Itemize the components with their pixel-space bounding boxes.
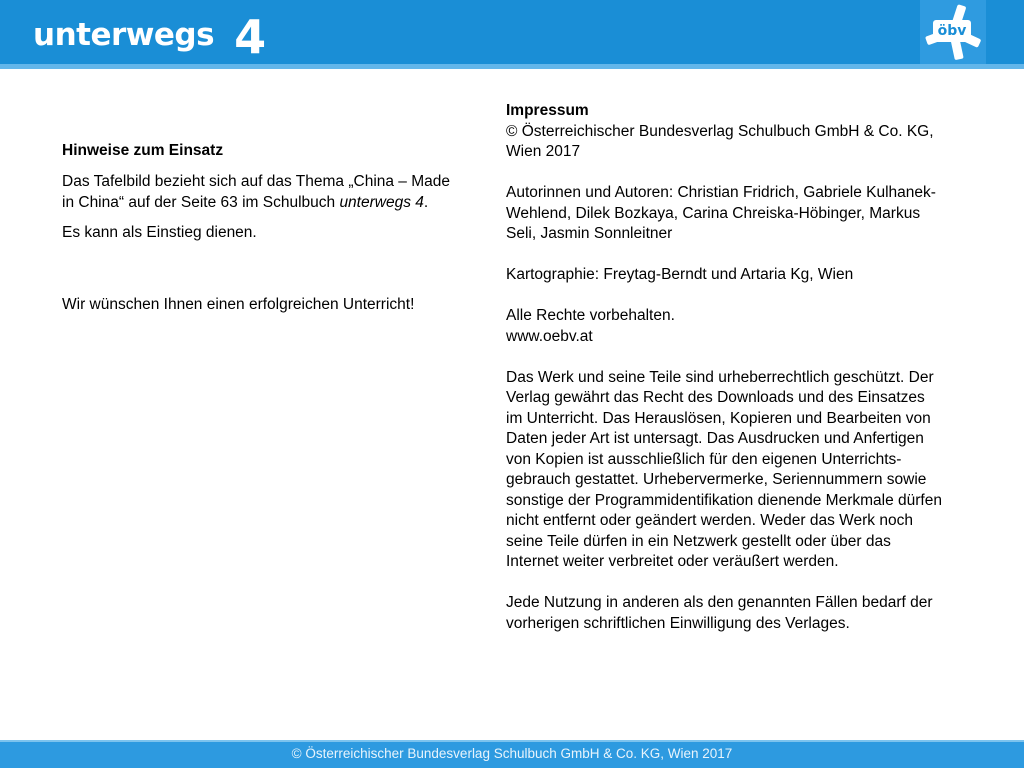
publisher-logo: [920, 0, 986, 64]
legal-line: im Unterricht. Das Herauslösen, Kopieren und Bearbeiten von: [506, 409, 931, 427]
usage-notes-paragraph: [62, 171, 462, 213]
authors-line: Wehlend, Dilek Bozkaya, Carina Chreiska-Höbinger, Markus: [506, 204, 921, 222]
usage-notes: [62, 140, 462, 324]
footer-bar: [0, 742, 1024, 768]
legal-line: Internet weiter verbreitet oder veräußert werden.: [506, 553, 839, 570]
closing-wish: Wir wünschen Ihnen einen erfolgreichen Unterricht!: [62, 296, 415, 313]
copyright-line: © Österreichischer Bundesverlag Schulbuch GmbH & Co. KG,: [506, 122, 934, 140]
legal-line: Daten jeder Art ist untersagt. Das Ausdrucken und Anfertigen: [506, 430, 924, 447]
legal-line: von Kopien ist ausschließlich für den eigenen Unterrichts-: [506, 450, 902, 468]
usage-notes-intro: Es kann als Einstieg dienen.: [62, 224, 257, 241]
footer-copyright: © Österreichischer Bundesverlag Schulbuch GmbH & Co. KG, Wien 2017: [291, 746, 733, 761]
authors-line: Seli, Jasmin Sonnleitner: [506, 225, 673, 242]
brand-name: unterwegs: [33, 17, 215, 53]
brand-number: 4: [234, 10, 267, 64]
book-title: unterwegs 4: [339, 194, 424, 211]
legal-block: [506, 368, 992, 573]
copyright-line: Wien 2017: [506, 143, 581, 160]
header-divider: [0, 64, 1024, 69]
impressum: [506, 101, 992, 655]
header-bar: [0, 0, 1024, 64]
impressum-title: Impressum: [506, 102, 589, 119]
legal-line: nicht entfernt oder geändert werden. Weder das Werk noch: [506, 512, 913, 529]
legal-line: gebrauch gestattet. Urhebervermerke, Seriennummern sowie: [506, 471, 927, 488]
usage-notes-heading: Hinweise zum Einsatz: [62, 142, 224, 159]
brand-logo: [33, 10, 267, 64]
cartography-line: Kartographie: Freytag-Berndt und Artaria Kg, Wien: [506, 266, 854, 283]
impressum-header-block: [506, 101, 992, 163]
legal-line: Verlag gewährt das Recht des Downloads und des Einsatzes: [506, 389, 925, 406]
authors-line: Autorinnen und Autoren: Christian Fridrich, Gabriele Kulhanek-: [506, 184, 936, 201]
website-link[interactable]: www.oebv.at: [506, 327, 593, 345]
legal-line: seine Teile dürfen in ein Netzwerk gestellt oder über das: [506, 532, 891, 550]
usage-notes-punct: .: [423, 194, 429, 211]
publisher-logo-text: öbv: [933, 20, 971, 42]
authors-block: [506, 183, 992, 245]
usage-block: [506, 593, 992, 634]
usage-line: vorherigen schriftlichen Einwilligung des Verlages.: [506, 614, 850, 632]
legal-line: Das Werk und seine Teile sind urheberrechtlich geschützt. Der: [506, 368, 934, 386]
usage-line: Jede Nutzung in anderen als den genannten Fällen bedarf der: [506, 594, 933, 611]
usage-notes-text: Das Tafelbild bezieht sich auf das Thema „China – Made in China“ auf der Seite 63 im Schulbuch: [62, 173, 451, 211]
rights-block: [506, 306, 992, 347]
rights-line: Alle Rechte vorbehalten.: [506, 307, 675, 324]
legal-line: sonstige der Programmidentifikation dienende Merkmale dürfen: [506, 491, 942, 509]
